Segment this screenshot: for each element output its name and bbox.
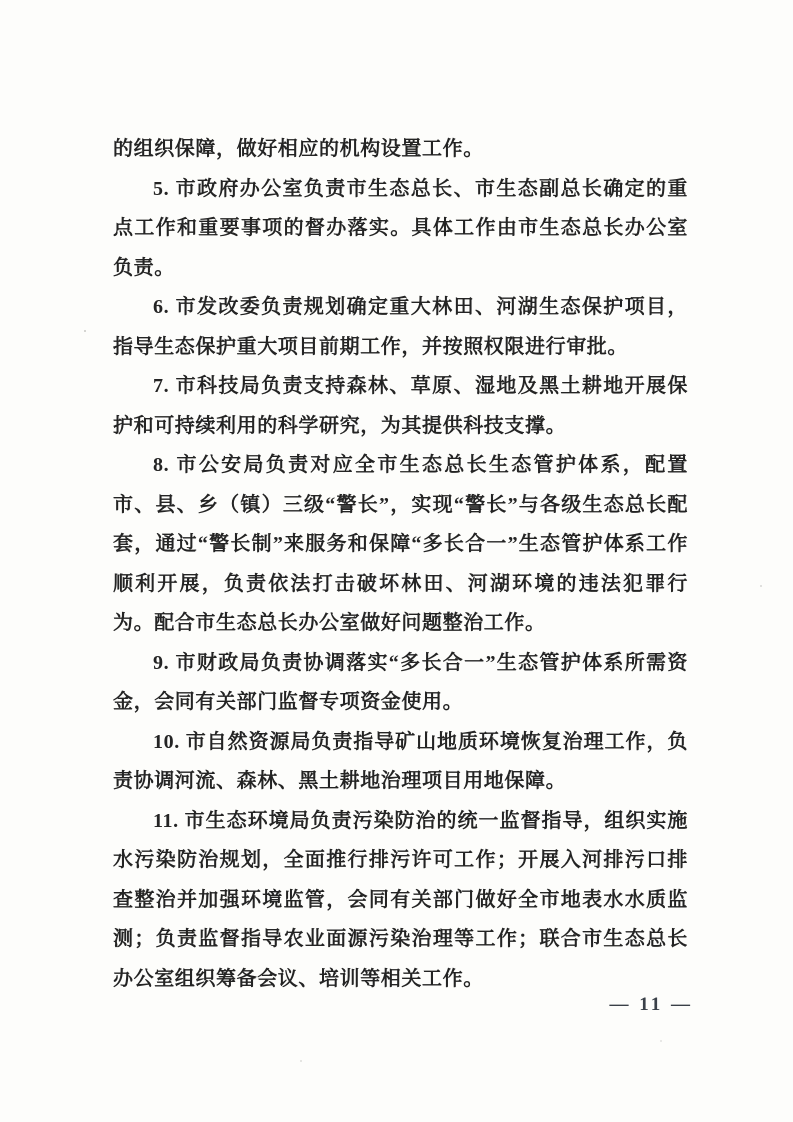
paragraph-item-8: 8. 市公安局负责对应全市生态总长生态管护体系，配置市、县、乡（镇）三级“警长”，实现“警长”与各级生态总长配套，通过“警长制”来服务和保障“多长合一”生态管护体系工作顺利开展，负责依法打击破坏林田、河湖环境的违法犯罪行为。配合市生态总长办公室做好问题整治工作。 — [113, 454, 688, 634]
paragraph-continuation: 的组织保障，做好相应的机构设置工作。 — [113, 138, 484, 160]
paragraph-item-10: 10. 市自然资源局负责指导矿山地质环境恢复治理工作，负责协调河流、森林、黑土耕地治理项目用地保障。 — [113, 730, 688, 792]
paragraph-item-5: 5. 市政府办公室负责市生态总长、市生态副总长确定的重点工作和重要事项的督办落实。具体工作由市生态总长办公室负责。 — [113, 177, 688, 279]
paragraph-item-11: 11. 市生态环境局负责污染防治的统一监督指导，组织实施水污染防治规划，全面推行排污许可工作；开展入河排污口排查整治并加强环境监管，会同有关部门做好全市地表水水质监测；负责监督指导农业面源污染治理等工作；联合市生态总长办公室组织筹备会议、培训等相关工作。 — [113, 809, 688, 990]
paragraph-item-6: 6. 市发改委负责规划确定重大林田、河湖生态保护项目，指导生态保护重大项目前期工作，并按照权限进行审批。 — [113, 296, 688, 358]
scan-speckle — [660, 1040, 662, 1042]
scan-speckle — [760, 585, 762, 587]
paragraph-item-7: 7. 市科技局负责支持森林、草原、湿地及黑土耕地开展保护和可持续利用的科学研究，为其提供科技支撑。 — [113, 375, 688, 437]
scan-speckle — [300, 1060, 302, 1062]
paragraph-item-9: 9. 市财政局负责协调落实“多长合一”生态管护体系所需资金，会同有关部门监督专项资金使用。 — [113, 651, 688, 713]
scan-speckle — [84, 330, 86, 332]
page-number: — 11 — — [609, 994, 693, 1015]
document-body — [113, 130, 688, 999]
